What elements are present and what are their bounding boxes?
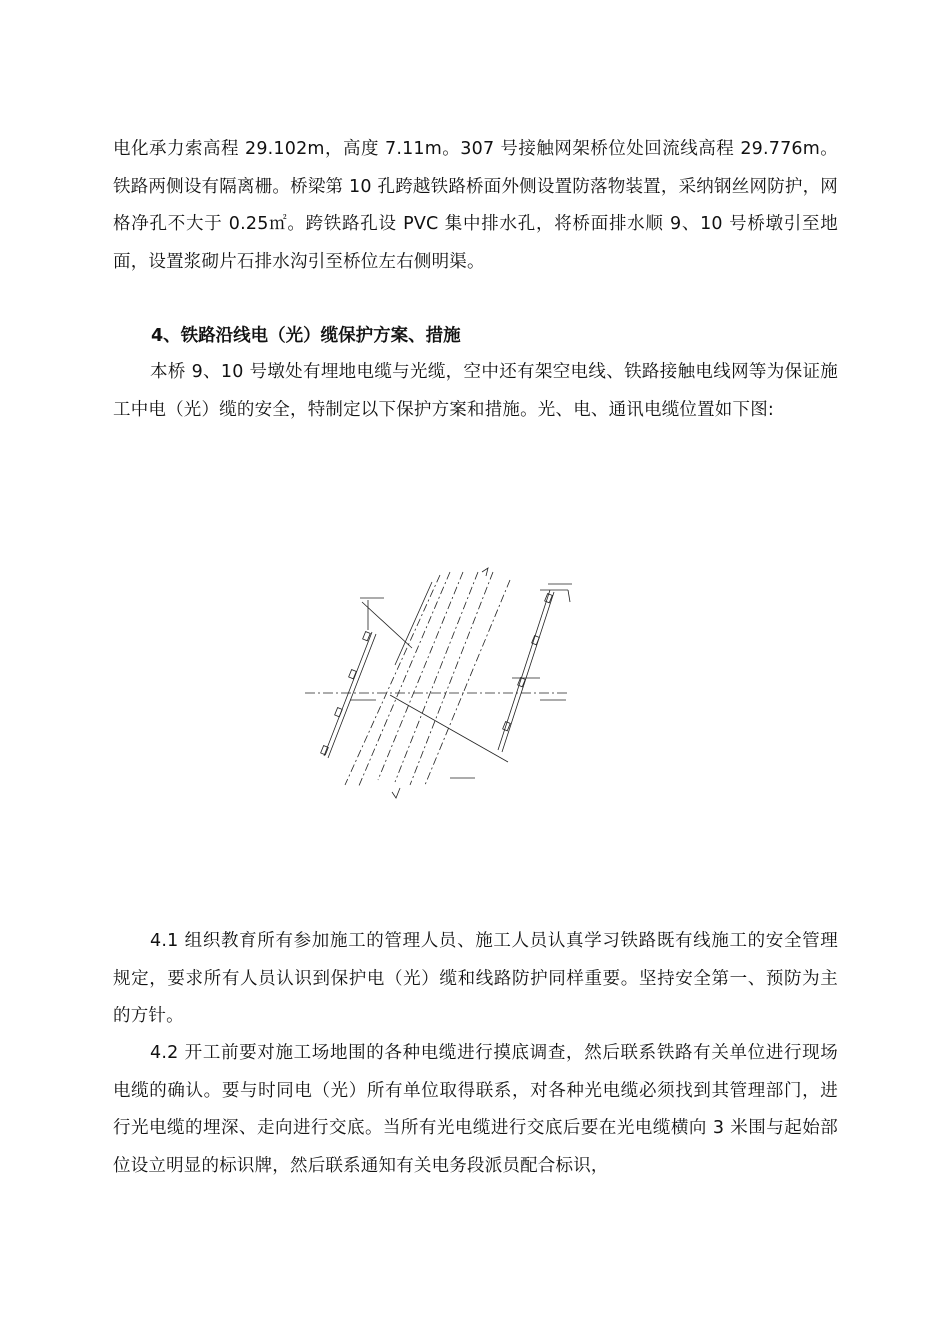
paragraph-bridge-elevation: 电化承力索高程 29.102m，高度 7.11m。307 号接触网架桥位处回流线高程 29.776m。铁路两侧设有隔离栅。桥梁第 10 孔跨越铁路桥面外侧设置防落物装置，采纳钢丝网防护，网格净孔不大于 0.25㎡。跨铁路孔设 PVC 集中排水孔，将桥面排水顺 9、10 号桥墩引至地面，设置浆砌片石排水沟引至桥位左右侧明渠。 — [113, 139, 838, 272]
right-pier — [498, 590, 570, 752]
skew-line — [362, 602, 412, 648]
track-line — [358, 572, 450, 788]
arrow-mark — [392, 788, 400, 798]
cable-diagram-svg — [300, 560, 580, 805]
section-heading-4: 4、铁路沿线电（光）缆保护方案、措施 — [151, 326, 461, 346]
paragraph-4-1: 4.1 组织教育所有参加施工的管理人员、施工人员认真学习铁路既有线施工的安全管理规定，要求所有人员认识到保护电（光）缆和线路防护同样重要。坚持安全第一、预防为主的方针。 — [113, 931, 838, 1026]
skew-line — [390, 695, 508, 762]
left-pier — [321, 600, 376, 758]
solid-line — [395, 582, 432, 665]
paragraph-cable-intro: 本桥 9、10 号墩处有埋地电缆与光缆，空中还有架空电线、铁路接触电线网等为保证施工中电（光）缆的安全，特制定以下保护方案和措施。光、电、通讯电缆位置如下图: — [113, 362, 838, 420]
track-line — [425, 580, 510, 785]
track-line — [345, 575, 440, 785]
track-line — [378, 572, 463, 780]
paragraph-4-2: 4.2 开工前要对施工场地围的各种电缆进行摸底调查，然后联系铁路有关单位进行现场电缆的确认。要与时同电（光）所有单位取得联系，对各种光电缆必须找到其管理部门，进行光电缆的埋深、走向进行交底。当所有光电缆进行交底后要在光电缆横向 3 米围与起始部位设立明显的标识牌，然后联系通知有关电务段派员配合标识， — [113, 1043, 838, 1176]
arrow-mark — [482, 568, 488, 576]
cable-location-diagram — [300, 560, 580, 805]
